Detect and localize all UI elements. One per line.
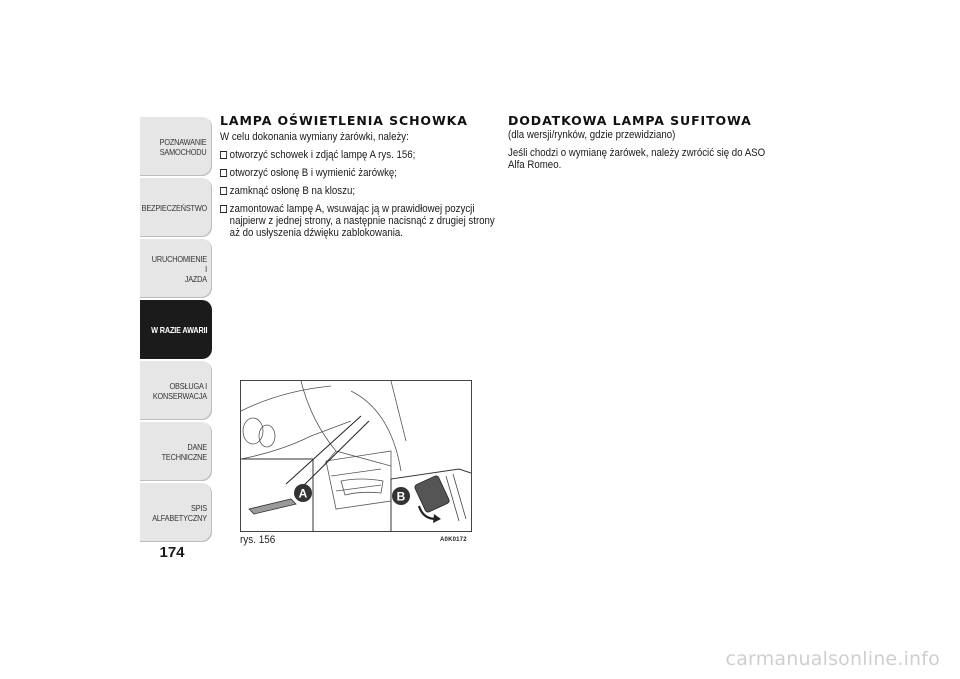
tab-label: BEZPIECZEŃSTWO: [141, 202, 207, 213]
tab-spis-alfabetyczny[interactable]: [140, 483, 212, 542]
checkbox-bullet-icon: [220, 187, 227, 195]
list-item: zamknąć osłonę B na kloszu;: [220, 185, 499, 197]
figure-156: [240, 380, 472, 532]
tab-dane-techniczne[interactable]: [140, 422, 212, 481]
figure-code: A0K0172: [440, 537, 467, 543]
tab-label: SPIS ALFABETYCZNY: [152, 502, 207, 523]
tab-label: OBSŁUGA I KONSERWACJA: [152, 380, 207, 401]
list-item: otworzyć schowek i zdjąć lampę A rys. 156;: [220, 149, 499, 161]
section-glovebox-lamp: [220, 113, 495, 245]
tab-w-razie-awarii[interactable]: [140, 300, 212, 359]
figure-caption: rys. 156: [240, 534, 276, 546]
body-text: Jeśli chodzi o wymianę żarówek, należy zwrócić się do ASO Alfa Romeo.: [508, 147, 766, 171]
label-b: B: [396, 489, 406, 504]
intro-text: W celu dokonania wymiany żarówki, należy:: [220, 131, 409, 143]
tab-label: POZNAWANIE SAMOCHODU: [160, 136, 207, 157]
list-item: otworzyć osłonę B i wymienić żarówkę;: [220, 167, 499, 179]
section-ceiling-lamp: [508, 113, 768, 177]
chapter-tabs: [140, 117, 212, 544]
tab-bezpieczenstwo[interactable]: [140, 178, 212, 237]
tab-poznawanie[interactable]: [140, 117, 212, 176]
tab-label: URUCHOMIENIE I JAZDA: [151, 253, 207, 284]
subheading: (dla wersji/rynków, gdzie przewidziano): [508, 129, 676, 141]
lamp-a-shape: [249, 499, 296, 514]
section-heading: LAMPA OŚWIETLENIA SCHOWKA: [220, 113, 468, 128]
checkbox-bullet-icon: [220, 151, 227, 159]
glovebox-illustration: [241, 381, 471, 531]
tab-obsluga[interactable]: [140, 361, 212, 420]
checkbox-bullet-icon: [220, 169, 227, 177]
label-a: A: [298, 486, 308, 501]
page-number: 174: [159, 544, 185, 561]
tab-label: W RAZIE AWARII: [150, 324, 207, 335]
checkbox-bullet-icon: [220, 205, 227, 213]
tab-uruchomienie[interactable]: [140, 239, 212, 298]
tab-label: DANE TECHNICZNE: [161, 441, 207, 462]
section-heading: DODATKOWA LAMPA SUFITOWA: [508, 113, 752, 128]
list-item: zamontować lampę A, wsuwając ją w prawidłowej pozycji najpierw z jednej strony, a następnie nacisnąć z drugiej strony aż do usłyszenia dźwięku zablokowania.: [220, 203, 499, 239]
steps-list: [220, 149, 495, 239]
watermark: carmanualsonline.info: [725, 648, 940, 670]
